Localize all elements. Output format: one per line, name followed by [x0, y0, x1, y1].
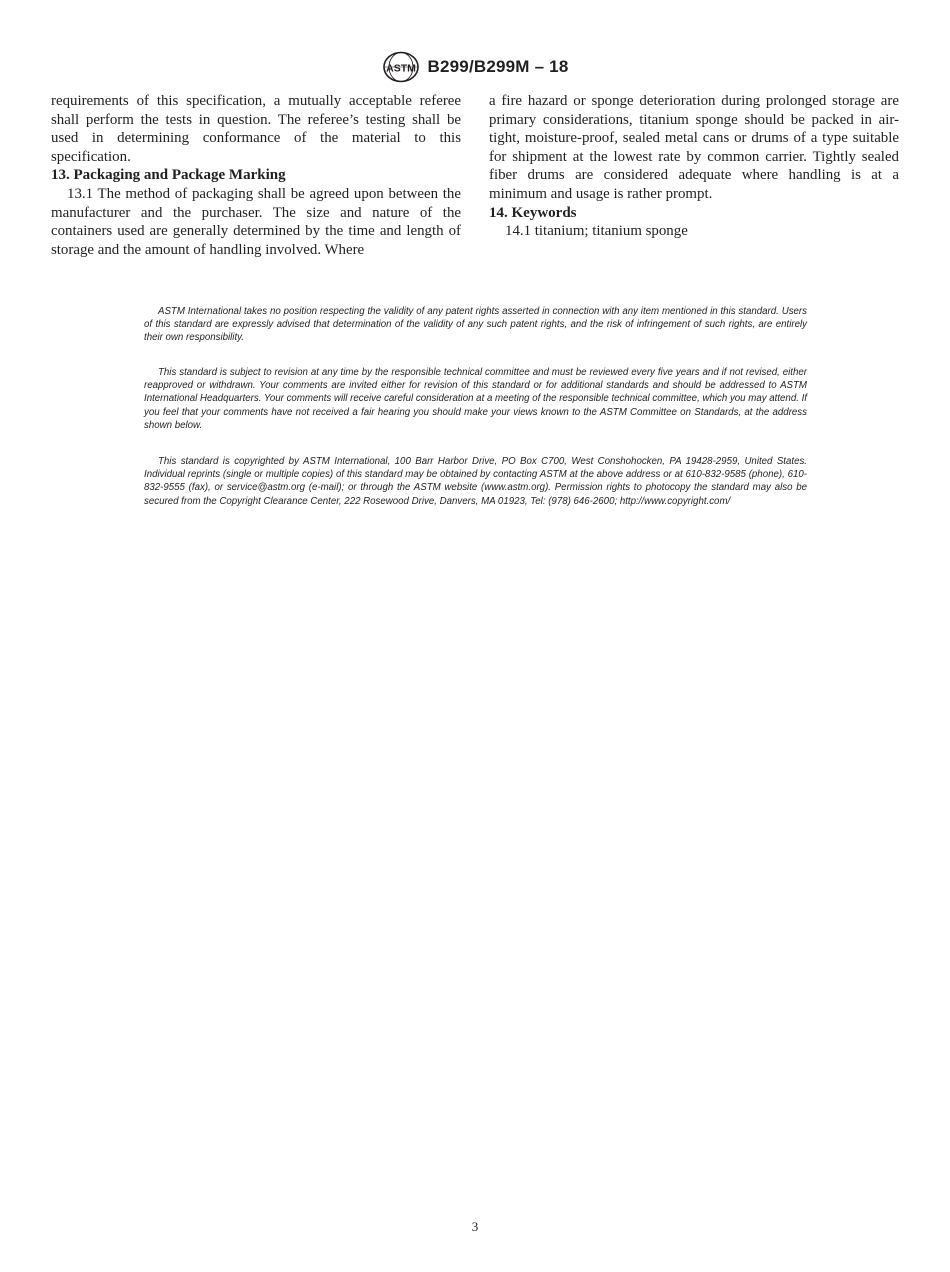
right-continued-paragraph: a fire hazard or sponge deterioration during prolonged storage are primary considerations, titanium sponge should be packed in air-tight, moisture-proof, sealed metal cans or drums of a type suitable for shipment at the lowest rate by common carrier. Tightly sealed fiber drums are considered adequate where handling is at a minimum and usage is rather prompt.	[489, 93, 899, 202]
astm-logo-text: ASTM	[385, 62, 416, 75]
left-continued-paragraph: requirements of this specification, a mutually acceptable referee shall perform the tests in question. The referee’s testing shall be used in determining conformance of the material to this specification.	[51, 93, 461, 165]
document-designation: B299/B299M – 18	[427, 57, 569, 76]
left-column	[51, 92, 461, 259]
section-14-1-paragraph: 14.1 titanium; titanium sponge	[505, 223, 688, 240]
section-14-heading: 14. Keywords	[489, 204, 577, 221]
section-13-1-paragraph: 13.1 The method of packaging shall be agreed upon between the manufacturer and the purchaser. The size and nature of the containers used are generally determined by the time and length of storage and the amount of handling involved. Where	[51, 185, 461, 258]
section-13-heading: 13. Packaging and Package Marking	[51, 167, 286, 184]
copyright-notice: This standard is copyrighted by ASTM International, 100 Barr Harbor Drive, PO Box C700, West Conshohocken, PA 19428-2959, United States. Individual reprints (single or multiple copies) of this standard may be obtained by contacting ASTM at the above address or at 610-832-9585 (phone), 610-832-9555 (fax), or service@astm.org (e-mail); or through the ASTM website (www.astm.org). Permission rights to photocopy the standard may also be secured from the Copyright Clearance Center, 222 Rosewood Drive, Danvers, MA 01923, Tel: (978) 646-2600; http://www.copyright.com/	[144, 456, 807, 507]
astm-logo-icon	[382, 51, 420, 83]
page-number: 3	[471, 1219, 479, 1234]
page-header	[0, 50, 950, 84]
right-column	[489, 92, 899, 241]
patent-notice: ASTM International takes no position respecting the validity of any patent rights asserted in connection with any item mentioned in this standard. Users of this standard are expressly advised that determination of the validity of any such patent rights, and the risk of infringement of such rights, are entirely their own responsibility.	[144, 306, 807, 344]
revision-notice: This standard is subject to revision at any time by the responsible technical committee and must be reviewed every five years and if not revised, either reapproved or withdrawn. Your comments are invited either for revision of this standard or for additional standards and should be addressed to ASTM International Headquarters. Your comments will receive careful consideration at a meeting of the responsible technical committee, which you may attend. If you feel that your comments have not received a fair hearing you should make your views known to the ASTM Committee on Standards, at the address shown below.	[144, 367, 807, 431]
